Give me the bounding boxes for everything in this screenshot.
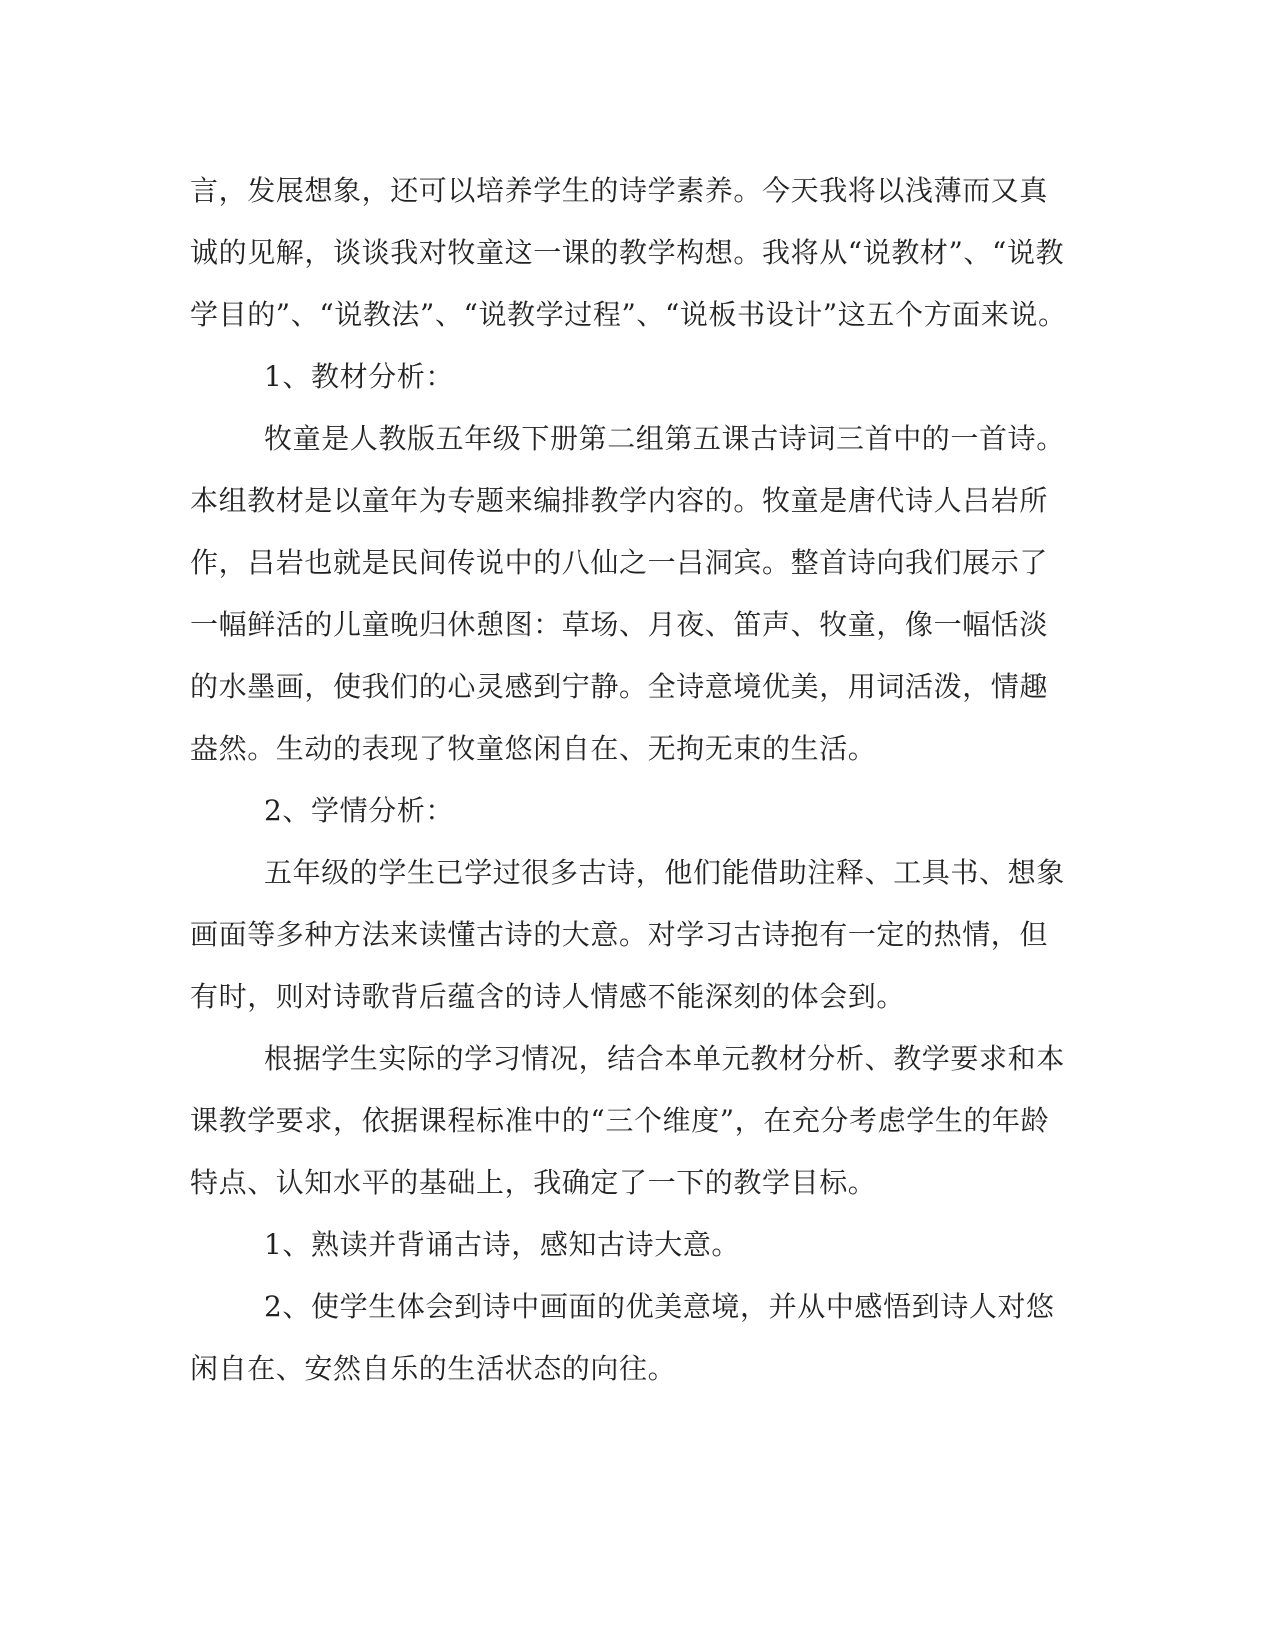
paragraph-line: 诚的见解，谈谈我对牧童这一课的教学构想。我将从“说教材”、“说教 (190, 236, 1065, 269)
paragraph-line: 五年级的学生已学过很多古诗，他们能借助注释、工具书、想象 (264, 856, 1065, 889)
paragraph-line: 牧童是人教版五年级下册第二组第五课古诗词三首中的一首诗。 (264, 422, 1065, 455)
paragraph-line: 特点、认知水平的基础上，我确定了一下的教学目标。 (190, 1166, 877, 1199)
paragraph-line: 的水墨画，使我们的心灵感到宁静。全诗意境优美，用词活泼，情趣 (190, 670, 1049, 703)
document-body (190, 160, 1080, 1400)
paragraph-line: 课教学要求，依据课程标准中的“三个维度”，在充分考虑学生的年龄 (190, 1104, 1050, 1137)
section-heading-textbook-analysis: 1、教材分析： (264, 360, 455, 393)
paragraph-line: 言，发展想象，还可以培养学生的诗学素养。今天我将以浅薄而又真 (190, 174, 1049, 207)
paragraph-line: 本组教材是以童年为专题来编排教学内容的。牧童是唐代诗人吕岩所 (190, 484, 1049, 517)
paragraph-line: 闲自在、安然自乐的生活状态的向往。 (190, 1352, 677, 1385)
paragraph-line: 有时，则对诗歌背后蕴含的诗人情感不能深刻的体会到。 (190, 980, 906, 1013)
paragraph-line: 学目的”、“说教法”、“说教学过程”、“说板书设计”这五个方面来说。 (190, 298, 1067, 331)
section-heading-student-analysis: 2、学情分析： (264, 794, 455, 827)
paragraph-line: 根据学生实际的学习情况，结合本单元教材分析、教学要求和本 (264, 1042, 1065, 1075)
paragraph-line: 盎然。生动的表现了牧童悠闲自在、无拘无束的生活。 (190, 732, 877, 765)
paragraph-line: 一幅鲜活的儿童晚归休憩图：草场、月夜、笛声、牧童，像一幅恬淡 (190, 608, 1049, 641)
paragraph-line: 画面等多种方法来读懂古诗的大意。对学习古诗抱有一定的热情，但 (190, 918, 1049, 951)
objective-item-2: 2、使学生体会到诗中画面的优美意境，并从中感悟到诗人对悠 (264, 1290, 1055, 1323)
paragraph-line: 作，吕岩也就是民间传说中的八仙之一吕洞宾。整首诗向我们展示了 (190, 546, 1049, 579)
objective-item-1: 1、熟读并背诵古诗，感知古诗大意。 (264, 1228, 741, 1261)
